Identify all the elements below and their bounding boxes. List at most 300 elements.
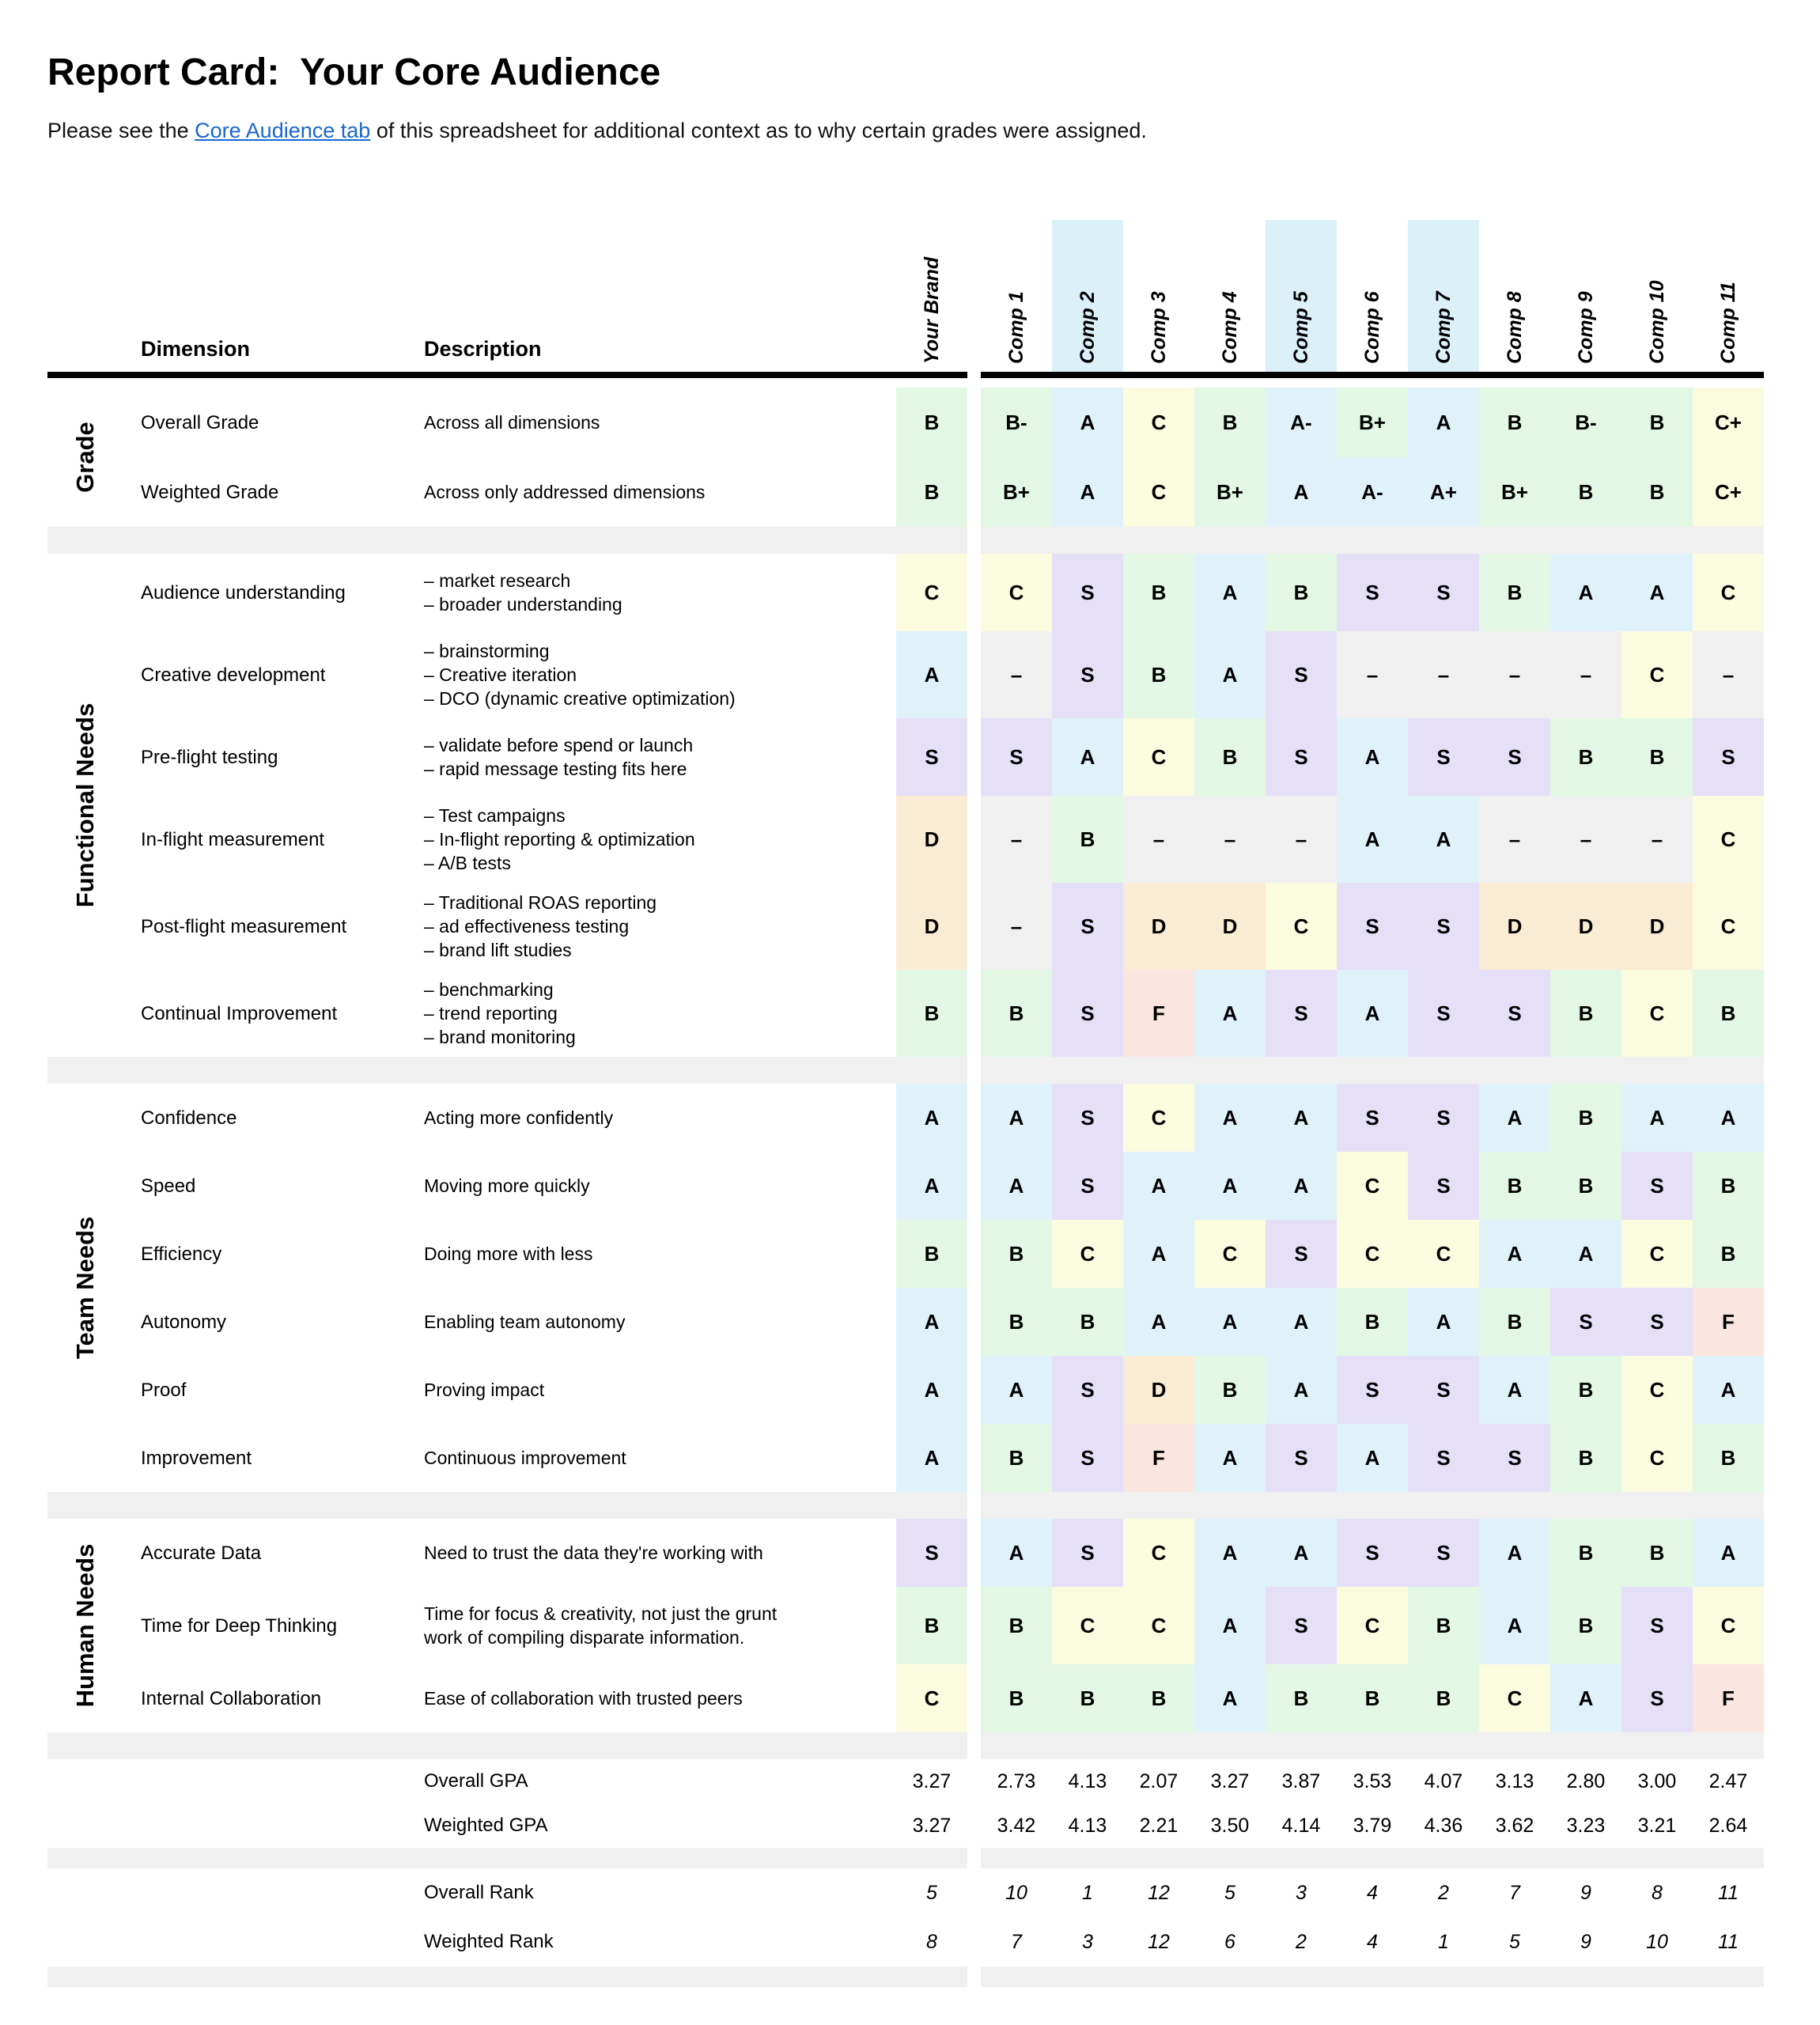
comp-grade-cell: C: [1693, 554, 1764, 631]
comp-grade-cell: S: [1408, 1519, 1479, 1587]
comp-grade-cell: A: [1194, 1084, 1266, 1152]
your-brand-grade-cell: B: [896, 457, 967, 527]
comp-grade-cell: S: [1266, 970, 1337, 1057]
comp-grade-cell: C: [1337, 1152, 1408, 1220]
description-line: – Test campaigns: [424, 805, 566, 826]
comp-grade-cell: A: [1408, 796, 1479, 883]
comp-grade-cell: S: [1052, 1424, 1123, 1492]
gpa-value: 3.23: [1566, 1814, 1606, 1837]
rank-value: 1: [1438, 1930, 1449, 1953]
section-separator: [981, 1848, 1764, 1868]
section-separator: [47, 1492, 967, 1519]
comp-grade-cell: C: [1123, 1519, 1194, 1587]
gpa-value: 3.62: [1495, 1814, 1534, 1837]
comp-grade-cell: S: [1266, 1587, 1337, 1664]
comp-grade-cell: B: [1194, 1356, 1266, 1424]
rank-value: 12: [1148, 1930, 1170, 1953]
comp-grade-cell: B: [1550, 1084, 1621, 1152]
dimension-cell: Overall Grade: [141, 411, 259, 433]
comp-grade-cell: A: [1550, 1664, 1621, 1732]
comp-grade-cell: C: [1123, 1587, 1194, 1664]
description-line: – brand lift studies: [424, 940, 572, 960]
dimension-cell: In-flight measurement: [141, 828, 325, 850]
description-line: Moving more quickly: [424, 1175, 590, 1196]
your-brand-grade-cell: B: [896, 970, 967, 1057]
comp-grade-cell: –: [1479, 631, 1550, 718]
comp-grade-cell: C+: [1693, 457, 1764, 527]
description-line: – Creative iteration: [424, 664, 577, 685]
comp-grade-cell: A: [1266, 457, 1337, 527]
comp-grade-cell: B+: [981, 457, 1052, 527]
comp-grade-cell: A: [1194, 1519, 1266, 1587]
comp-grade-cell: B: [1337, 1288, 1408, 1356]
rank-value: 2: [1296, 1930, 1307, 1953]
description-cell: [424, 554, 894, 631]
gpa-value: 3.87: [1281, 1770, 1321, 1792]
description-cell: [424, 1084, 894, 1152]
comp-grade-cell: A: [1479, 1587, 1550, 1664]
comp-grade-cell: A: [1266, 1519, 1337, 1587]
comp-grade-cell: S: [1479, 970, 1550, 1057]
comp-grade-cell: A: [1479, 1519, 1550, 1587]
comp-grade-cell: B: [1621, 1519, 1693, 1587]
column-header-comp-11: Comp 11: [1717, 282, 1739, 364]
comp-grade-cell: A: [1479, 1220, 1550, 1288]
gpa-value: 3.27: [1210, 1770, 1250, 1792]
rank-label: Weighted Rank: [424, 1931, 554, 1952]
comp-grade-cell: S: [1337, 883, 1408, 970]
comp-grade-cell: B: [1123, 631, 1194, 718]
rank-value: 5: [1224, 1881, 1235, 1904]
gpa-value: 3.21: [1637, 1814, 1677, 1837]
dimension-cell: Internal Collaboration: [141, 1687, 322, 1709]
comp-grade-cell: S: [1337, 1356, 1408, 1424]
page-title: Report Card: Your Core Audience: [47, 51, 661, 93]
comp-grade-cell: –: [1550, 631, 1621, 718]
comp-grade-cell: B: [1550, 1519, 1621, 1587]
gpa-value: 4.13: [1068, 1814, 1107, 1837]
comp-grade-cell: B: [1550, 1152, 1621, 1220]
description-line: Ease of collaboration with trusted peers: [424, 1688, 743, 1709]
gpa-value: 4.36: [1424, 1814, 1463, 1837]
rank-value: 11: [1718, 1930, 1739, 1953]
your-brand-grade-cell: B: [896, 388, 967, 457]
description-line: – market research: [424, 570, 571, 591]
comp-grade-cell: A-: [1337, 457, 1408, 527]
your-brand-grade-cell: S: [896, 1519, 967, 1587]
comp-grade-cell: A: [1194, 1288, 1266, 1356]
rank-value: 3: [1082, 1930, 1093, 1953]
comp-grade-cell: A: [1621, 1084, 1693, 1152]
dimension-cell: Audience understanding: [141, 581, 346, 604]
rank-value: 7: [1011, 1930, 1022, 1953]
comp-grade-cell: A: [1194, 554, 1266, 631]
comp-grade-cell: A: [981, 1084, 1052, 1152]
description-line: – benchmarking: [424, 979, 554, 1000]
comp-grade-cell: S: [981, 718, 1052, 796]
gpa-value: 3.50: [1210, 1814, 1250, 1837]
comp-grade-cell: A: [1337, 796, 1408, 883]
description-cell: [424, 457, 894, 527]
description-line: – In-flight reporting & optimization: [424, 829, 695, 850]
comp-grade-cell: S: [1693, 718, 1764, 796]
description-line: Enabling team autonomy: [424, 1312, 626, 1332]
description-line: Continuous improvement: [424, 1448, 626, 1468]
rank-value: 3: [1296, 1881, 1307, 1904]
comp-grade-cell: B: [981, 1288, 1052, 1356]
rank-value: 9: [1580, 1881, 1591, 1904]
comp-grade-cell: A: [1266, 1084, 1337, 1152]
gpa-value: 3.27: [912, 1814, 952, 1837]
your-brand-grade-cell: A: [896, 631, 967, 718]
gpa-value: 2.21: [1139, 1814, 1179, 1837]
description-cell: [424, 970, 894, 1057]
comp-grade-cell: A: [1408, 388, 1479, 457]
comp-grade-cell: S: [1052, 1152, 1123, 1220]
comp-grade-cell: C+: [1693, 388, 1764, 457]
section-separator: [47, 1732, 967, 1759]
comp-grade-cell: S: [1052, 631, 1123, 718]
column-header-comp-9: Comp 9: [1575, 291, 1597, 364]
your-brand-grade-cell: A: [896, 1152, 967, 1220]
comp-grade-cell: A: [1693, 1084, 1764, 1152]
description-line: Need to trust the data they're working with: [424, 1542, 763, 1563]
comp-grade-cell: C: [1479, 1664, 1550, 1732]
description-cell: [424, 1220, 894, 1288]
description-line: – ad effectiveness testing: [424, 916, 630, 937]
comp-grade-cell: S: [1408, 1084, 1479, 1152]
section-label-grade: Grade: [71, 422, 99, 493]
comp-grade-cell: A: [1194, 1424, 1266, 1492]
description-cell: [424, 796, 894, 883]
rank-label: Overall Rank: [424, 1882, 534, 1903]
rank-value: 10: [1646, 1930, 1668, 1953]
your-brand-grade-cell: D: [896, 883, 967, 970]
comp-grade-cell: A: [1479, 1084, 1550, 1152]
comp-grade-cell: D: [1550, 883, 1621, 970]
description-cell: [424, 1664, 894, 1732]
dimension-cell: Autonomy: [141, 1311, 227, 1333]
your-brand-grade-cell: S: [896, 718, 967, 796]
comp-grade-cell: C: [1123, 457, 1194, 527]
comp-grade-cell: A: [1194, 1152, 1266, 1220]
your-brand-grade-cell: A: [896, 1356, 967, 1424]
rank-value: 1: [1082, 1881, 1093, 1904]
section-label-team-needs: Team Needs: [71, 1216, 99, 1360]
comp-grade-cell: B: [1266, 1664, 1337, 1732]
comp-grade-cell: C: [1194, 1220, 1266, 1288]
comp-grade-cell: –: [1408, 631, 1479, 718]
comp-grade-cell: B: [1550, 970, 1621, 1057]
section-separator: [981, 527, 1764, 554]
gpa-label: Overall GPA: [424, 1770, 528, 1792]
comp-grade-cell: A: [1123, 1152, 1194, 1220]
comp-grade-cell: B: [1266, 554, 1337, 631]
description-line: Proving impact: [424, 1380, 545, 1400]
subtitle: [47, 119, 1147, 143]
comp-grade-cell: C: [1693, 1587, 1764, 1664]
comp-grade-cell: S: [1408, 1356, 1479, 1424]
dimension-cell: Weighted Grade: [141, 481, 279, 503]
comp-grade-cell: S: [1052, 1519, 1123, 1587]
description-cell: [424, 718, 894, 796]
gpa-value: 3.13: [1495, 1770, 1534, 1792]
comp-grade-cell: B: [1052, 796, 1123, 883]
your-brand-grade-cell: C: [896, 554, 967, 631]
dimension-cell: Creative development: [141, 664, 326, 686]
section-separator: [981, 1966, 1764, 1987]
description-cell: [424, 1424, 894, 1492]
comp-grade-cell: B: [1621, 457, 1693, 527]
description-line: – rapid message testing fits here: [424, 759, 687, 779]
column-header-comp-7: Comp 7: [1432, 291, 1455, 364]
comp-grade-cell: B: [1621, 388, 1693, 457]
gpa-value: 2.80: [1566, 1770, 1606, 1792]
description-line: Doing more with less: [424, 1243, 593, 1264]
comp-grade-cell: B: [1479, 1288, 1550, 1356]
comp-grade-cell: S: [1266, 1220, 1337, 1288]
comp-grade-cell: S: [1621, 1152, 1693, 1220]
description-line: – broader understanding: [424, 594, 622, 615]
comp-grade-cell: S: [1621, 1288, 1693, 1356]
comp-grade-cell: A: [1693, 1519, 1764, 1587]
comp-grade-cell: A: [1479, 1356, 1550, 1424]
gpa-value: 4.13: [1068, 1770, 1107, 1792]
gpa-label: Weighted GPA: [424, 1815, 548, 1836]
rank-value: 8: [926, 1930, 937, 1953]
comp-grade-cell: C: [1621, 631, 1693, 718]
comp-grade-cell: –: [1550, 796, 1621, 883]
comp-grade-cell: S: [1408, 883, 1479, 970]
comp-grade-cell: B: [1550, 1587, 1621, 1664]
comp-grade-cell: S: [1052, 1356, 1123, 1424]
comp-grade-cell: A: [1123, 1288, 1194, 1356]
column-header-comp-2: Comp 2: [1076, 291, 1099, 364]
comp-grade-cell: A: [1550, 554, 1621, 631]
description-cell: [424, 1587, 894, 1664]
column-header-comp-4: Comp 4: [1219, 291, 1241, 364]
description-line: – DCO (dynamic creative optimization): [424, 688, 736, 709]
section-label-human-needs: Human Needs: [71, 1543, 99, 1708]
comp-grade-cell: A: [1266, 1152, 1337, 1220]
comp-grade-cell: A: [1693, 1356, 1764, 1424]
comp-grade-cell: C: [1123, 718, 1194, 796]
comp-grade-cell: B: [981, 970, 1052, 1057]
comp-grade-cell: B: [1408, 1587, 1479, 1664]
comp-grade-cell: –: [1194, 796, 1266, 883]
comp-grade-cell: B: [1408, 1664, 1479, 1732]
comp-grade-cell: S: [1052, 1084, 1123, 1152]
comp-grade-cell: A: [981, 1152, 1052, 1220]
comp-grade-cell: A: [1337, 970, 1408, 1057]
comp-grade-cell: C: [981, 554, 1052, 631]
comp-grade-cell: C: [1693, 796, 1764, 883]
comp-grade-cell: B: [981, 1220, 1052, 1288]
description-line: Time for focus & creativity, not just the grunt: [424, 1603, 778, 1624]
comp-grade-cell: B: [1693, 970, 1764, 1057]
comp-grade-cell: A: [1194, 1587, 1266, 1664]
comp-grade-cell: S: [1408, 1424, 1479, 1492]
gpa-value: 3.00: [1637, 1770, 1677, 1792]
dimension-cell: Accurate Data: [141, 1542, 262, 1564]
comp-grade-cell: –: [981, 631, 1052, 718]
comp-grade-cell: B: [1479, 1152, 1550, 1220]
comp-grade-cell: B+: [1337, 388, 1408, 457]
description-line: – brand monitoring: [424, 1027, 576, 1047]
column-header-comp-3: Comp 3: [1148, 291, 1170, 364]
subtitle-text-suffix: of this spreadsheet for additional context as to why certain grades were assigned.: [370, 119, 1147, 142]
comp-grade-cell: C: [1621, 970, 1693, 1057]
description-line: work of compiling disparate information.: [424, 1627, 745, 1648]
comp-grade-cell: A: [981, 1356, 1052, 1424]
description-line: Acting more confidently: [424, 1107, 614, 1128]
comp-grade-cell: A: [1194, 631, 1266, 718]
comp-grade-cell: F: [1123, 970, 1194, 1057]
dimension-cell: Improvement: [141, 1447, 252, 1469]
section-separator: [981, 1492, 1764, 1519]
section-separator: [47, 1057, 967, 1084]
comp-grade-cell: B-: [1550, 388, 1621, 457]
header-rule-right: [981, 372, 1764, 378]
comp-grade-cell: A: [1337, 1424, 1408, 1492]
description-line: – validate before spend or launch: [424, 735, 694, 755]
comp-grade-cell: C: [1337, 1220, 1408, 1288]
description-line: Across all dimensions: [424, 412, 600, 433]
comp-grade-cell: –: [1621, 796, 1693, 883]
dimension-cell: Efficiency: [141, 1243, 222, 1265]
gpa-value: 2.64: [1708, 1814, 1748, 1837]
section-separator: [47, 527, 967, 554]
comp-grade-cell: S: [1479, 718, 1550, 796]
comp-grade-cell: S: [1337, 1084, 1408, 1152]
comp-grade-cell: A: [1266, 1356, 1337, 1424]
comp-grade-cell: B: [981, 1424, 1052, 1492]
rank-value: 8: [1652, 1881, 1663, 1904]
your-brand-grade-cell: D: [896, 796, 967, 883]
comp-grade-cell: S: [1408, 554, 1479, 631]
comp-grade-cell: C: [1621, 1424, 1693, 1492]
comp-grade-cell: B: [1550, 1356, 1621, 1424]
column-header-comp-8: Comp 8: [1504, 291, 1526, 364]
comp-grade-cell: F: [1693, 1664, 1764, 1732]
comp-grade-cell: S: [1052, 883, 1123, 970]
comp-grade-cell: D: [1123, 883, 1194, 970]
description-line: – trend reporting: [424, 1003, 558, 1024]
description-column-header: Description: [424, 337, 542, 361]
comp-grade-cell: S: [1408, 970, 1479, 1057]
comp-grade-cell: C: [1621, 1356, 1693, 1424]
comp-grade-cell: B: [1479, 554, 1550, 631]
comp-grade-cell: B: [1550, 457, 1621, 527]
description-cell: [424, 631, 894, 718]
description-line: – brainstorming: [424, 641, 550, 661]
comp-grade-cell: C: [1337, 1587, 1408, 1664]
comp-grade-cell: B: [1550, 1424, 1621, 1492]
comp-grade-cell: A: [1408, 1288, 1479, 1356]
comp-grade-cell: B: [1550, 718, 1621, 796]
comp-grade-cell: S: [1408, 1152, 1479, 1220]
comp-grade-cell: C: [1123, 1084, 1194, 1152]
gpa-value: 3.79: [1353, 1814, 1392, 1837]
gpa-value: 3.27: [912, 1770, 952, 1792]
core-audience-tab-link[interactable]: Core Audience tab: [195, 119, 371, 142]
dimension-cell: Speed: [141, 1175, 196, 1197]
dimension-cell: Pre-flight testing: [141, 746, 278, 768]
comp-grade-cell: D: [1123, 1356, 1194, 1424]
section-separator: [47, 1848, 967, 1868]
rank-value: 5: [1509, 1930, 1520, 1953]
comp-grade-cell: D: [1479, 883, 1550, 970]
comp-grade-cell: A: [1337, 718, 1408, 796]
column-header-comp-6: Comp 6: [1361, 291, 1383, 364]
dimension-cell: Proof: [141, 1379, 187, 1401]
section-label-functional-needs: Functional Needs: [71, 702, 99, 908]
comp-grade-cell: A: [1550, 1220, 1621, 1288]
gpa-value: 3.42: [997, 1814, 1036, 1837]
comp-grade-cell: D: [1621, 883, 1693, 970]
comp-grade-cell: –: [981, 796, 1052, 883]
dimension-cell: Time for Deep Thinking: [141, 1614, 338, 1637]
comp-grade-cell: C: [1052, 1587, 1123, 1664]
comp-grade-cell: A: [981, 1519, 1052, 1587]
comp-grade-cell: S: [1266, 718, 1337, 796]
comp-grade-cell: F: [1693, 1288, 1764, 1356]
rank-value: 7: [1509, 1881, 1520, 1904]
comp-grade-cell: –: [1123, 796, 1194, 883]
rank-value: 12: [1148, 1881, 1170, 1904]
comp-grade-cell: S: [1052, 970, 1123, 1057]
comp-grade-cell: –: [1693, 631, 1764, 718]
your-brand-grade-cell: A: [896, 1084, 967, 1152]
column-header-comp-1: Comp 1: [1005, 291, 1027, 364]
description-cell: [424, 1356, 894, 1424]
comp-grade-cell: A: [1123, 1220, 1194, 1288]
comp-grade-cell: B+: [1194, 457, 1266, 527]
comp-grade-cell: S: [1337, 1519, 1408, 1587]
comp-grade-cell: A: [1194, 1664, 1266, 1732]
gpa-value: 2.73: [997, 1770, 1036, 1792]
description-line: – Traditional ROAS reporting: [424, 892, 657, 913]
rank-value: 4: [1367, 1930, 1378, 1953]
comp-grade-cell: B: [981, 1664, 1052, 1732]
rank-value: 6: [1224, 1930, 1235, 1953]
comp-grade-cell: C: [1052, 1220, 1123, 1288]
comp-grade-cell: B: [1194, 388, 1266, 457]
comp-grade-cell: C: [1408, 1220, 1479, 1288]
comp-grade-cell: B+: [1479, 457, 1550, 527]
description-line: – A/B tests: [424, 853, 511, 873]
comp-grade-cell: B: [1693, 1220, 1764, 1288]
comp-grade-cell: B: [1479, 388, 1550, 457]
comp-grade-cell: B: [1123, 1664, 1194, 1732]
comp-grade-cell: B: [1052, 1288, 1123, 1356]
comp-grade-cell: B: [981, 1587, 1052, 1664]
column-header-comp-5: Comp 5: [1290, 291, 1312, 364]
comp-grade-cell: B: [1337, 1664, 1408, 1732]
comp-grade-cell: S: [1479, 1424, 1550, 1492]
comp-grade-cell: –: [981, 883, 1052, 970]
gpa-value: 3.53: [1353, 1770, 1392, 1792]
gpa-value: 2.07: [1139, 1770, 1179, 1792]
comp-grade-cell: A: [1266, 1288, 1337, 1356]
description-line: Across only addressed dimensions: [424, 482, 706, 502]
comp-grade-cell: C: [1693, 883, 1764, 970]
comp-grade-cell: A: [1052, 718, 1123, 796]
gpa-value: 4.07: [1424, 1770, 1463, 1792]
description-cell: [424, 1152, 894, 1220]
comp-grade-cell: A+: [1408, 457, 1479, 527]
your-brand-grade-cell: C: [896, 1664, 967, 1732]
